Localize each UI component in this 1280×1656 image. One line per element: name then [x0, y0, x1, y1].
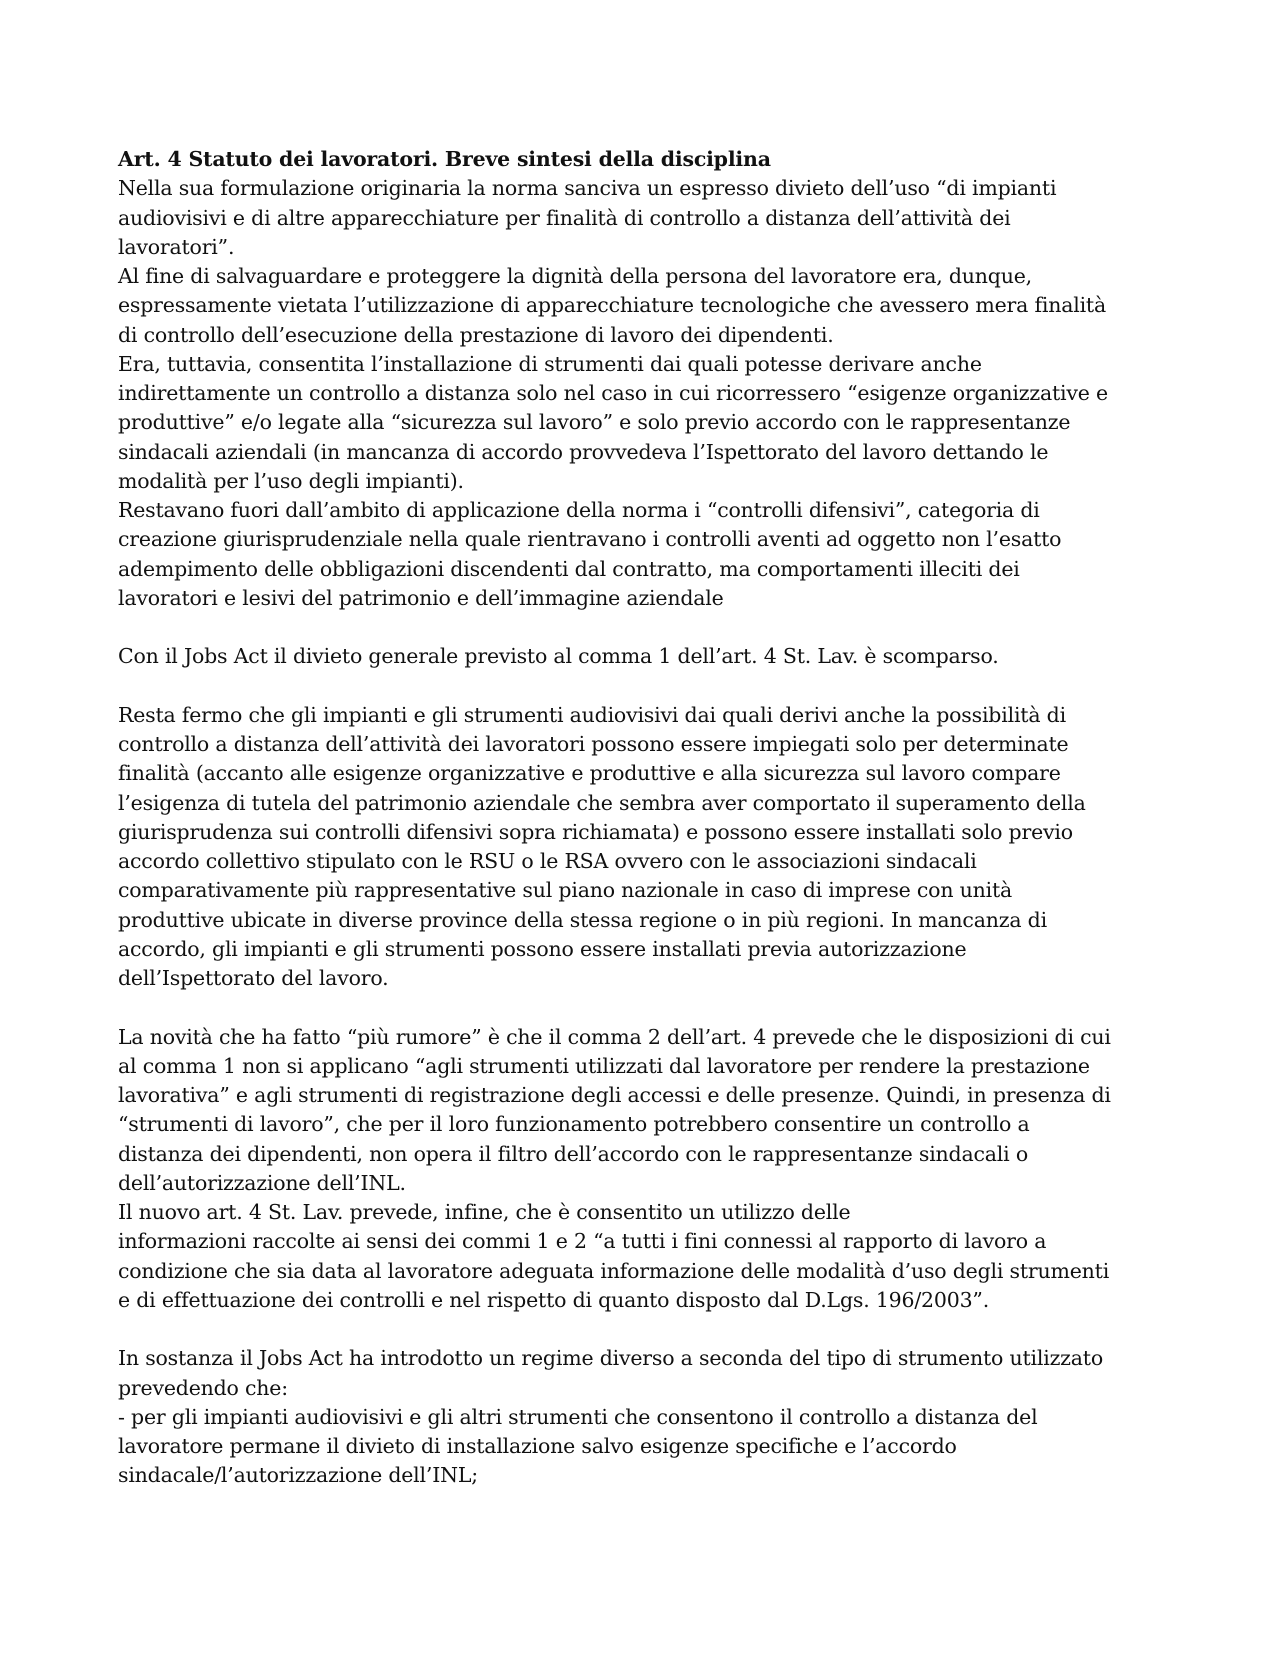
paragraph-audiovisual-instruments: Resta fermo che gli impianti e gli strumenti audiovisivi dai quali derivi anche la possibilità di controllo a distanza dell’attività dei lavoratori possono essere impiegati solo per determinate finalità (accanto alle esigenze organizzative e produttive e alla sicurezza sul lavoro compare l’esigenza di tutela del patrimonio aziendale che sembra aver comportato il superamento della giurisprudenza sui controlli difensivi sopra richiamata) e possono essere installati solo previo accordo collettivo stipulato con le RSU o le RSA ovvero con le associazioni sindacali comparativamente più rappresentative sul piano nazionale in caso di imprese con unità produttive ubicate in diverse province della stessa regione o in più regioni. In mancanza di accordo, gli impianti e gli strumenti possono essere installati previa autorizzazione dell’Ispettorato del lavoro. [118, 702, 1086, 990]
paragraph-spacer [118, 1315, 1178, 1344]
paragraph-permitted-installation: Era, tuttavia, consentita l’installazione di strumenti dai quali potesse derivare anche indirettamente un controllo a distanza solo nel caso in cui ricorressero “esigenze organizzative e produttive” e/o legate alla “sicurezza sul lavoro” e solo previo accordo con le rappresentanze sindacali aziendali (in mancanza di accordo provvedeva l’Ispettorato del lavoro dettando le modalità per l’uso degli impianti). [118, 351, 1108, 493]
paragraph-dignity-protection: Al fine di salvaguardare e proteggere la dignità della persona del lavoratore era, dunque, espressamente vietata l’utilizzazione di apparecchiature tecnologiche che avessero mera finalità di controllo dell’esecuzione della prestazione di lavoro dei dipendenti. [118, 264, 1106, 347]
paragraph-defensive-controls: Restavano fuori dall’ambito di applicazione della norma i “controlli difensivi”, categoria di creazione giurisprudenziale nella quale rientravano i controlli aventi ad oggetto non l’esatto adempimento delle obbligazioni discendenti dal contratto, ma comportamenti illeciti dei lavoratori e lesivi del patrimonio e dell’immagine aziendale [118, 498, 1062, 610]
paragraph-spacer [118, 613, 1178, 642]
document-title: Art. 4 Statuto dei lavoratori. Breve sintesi della disciplina [118, 147, 771, 171]
paragraph-spacer [118, 672, 1178, 701]
paragraph-work-tools-novelty: La novità che ha fatto “più rumore” è che il comma 2 dell’art. 4 prevede che le disposizioni di cui al comma 1 non si applicano “agli strumenti utilizzati dal lavoratore per rendere la prestazione lavorativa” e agli strumenti di registrazione degli accessi e delle presenze. Quindi, in presenza di “strumenti di lavoro”, che per il loro funzionamento potrebbero consentire un controllo a distanza dei dipendenti, non opera il filtro dell’accordo con le rappresentanze sindacali o dell’autorizzazione dell’INL. [118, 1024, 1111, 1195]
paragraph-jobs-act-repeal: Con il Jobs Act il divieto generale previsto al comma 1 dell’art. 4 St. Lav. è scomparso. [118, 644, 999, 669]
paragraph-information-use: Il nuovo art. 4 St. Lav. prevede, infine, che è consentito un utilizzo delle informazioni raccolte ai sensi dei commi 1 e 2 “a tutti i fini connessi al rapporto di lavoro a condizione che sia data al lavoratore adeguata informazione delle modalità d’uso degli strumenti e di effettuazione dei controlli e nel rispetto di quanto disposto dal D.Lgs. 196/2003”. [118, 1200, 1110, 1312]
document-body [118, 145, 1178, 1491]
paragraph-original-formulation: Nella sua formulazione originaria la norma sanciva un espresso divieto dell’uso “di impianti audiovisivi e di altre apparecchiature per finalità di controllo a distanza dell’attività dei lavoratori”. [118, 176, 1057, 259]
paragraph-summary-intro: In sostanza il Jobs Act ha introdotto un regime diverso a seconda del tipo di strumento utilizzato prevedendo che: [118, 1346, 1103, 1400]
list-item-audiovisual-regime: - per gli impianti audiovisivi e gli altri strumenti che consentono il controllo a distanza del lavoratore permane il divieto di installazione salvo esigenze specifiche e l’accordo sindacale/l’autorizzazione dell’INL; [118, 1404, 1038, 1488]
paragraph-spacer [118, 993, 1178, 1022]
